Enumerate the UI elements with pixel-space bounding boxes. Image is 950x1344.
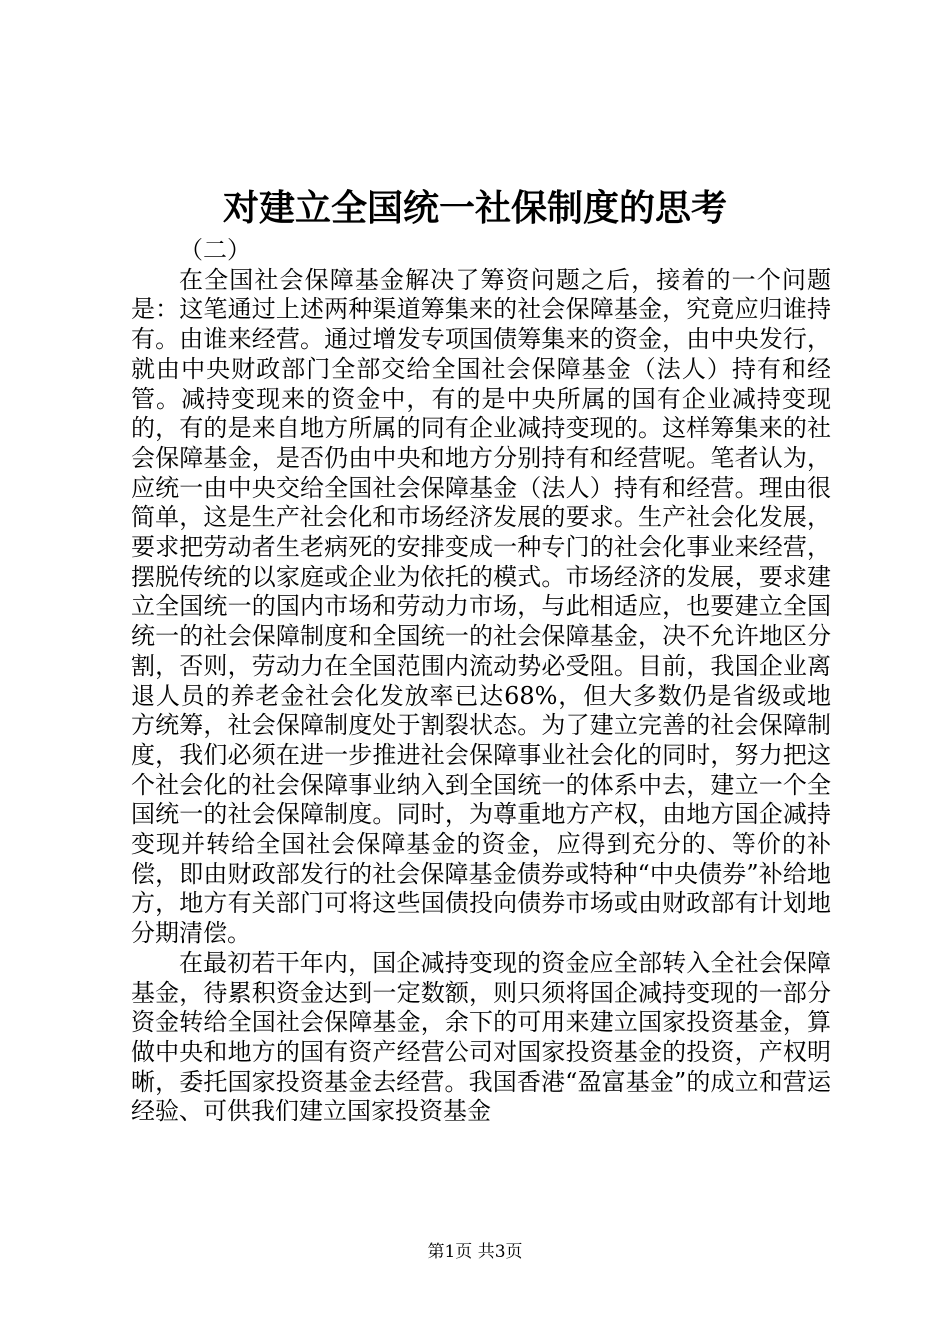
section-subtitle: （二）: [179, 236, 251, 264]
document-title: 对建立全国统一社保制度的思考: [222, 187, 727, 229]
page-footer: 第1页 共3页: [427, 1242, 523, 1262]
paragraph-1: 在全国社会保障基金解决了筹资问题之后，接着的一个问题是：这笔通过上述两种渠道筹集来的社会保障基金，究竟应归谁持有。由谁来经营。通过增发专项国债筹集来的资金，由中央发行，就由中央财政部门全部交给全国社会保障基金（法人）持有和经管。减持变现来的资金中，有的是中央所属的国有企业减持变现的，有的是来自地方所属的同有企业减持变现的。这样筹集来的社会保障基金，是否仍由中央和地方分别持有和经营呢。笔者认为，应统一由中央交给全国社会保障基金（法人）持有和经营。理由很简单，这是生产社会化和市场经济发展的要求。生产社会化发展，要求把劳动者生老病死的安排变成一种专门的社会化事业来经营，摆脱传统的以家庭或企业为依托的模式。市场经济的发展，要求建立全国统一的国内市场和劳动力市场，与此相适应，也要建立全国统一的社会保障制度和全国统一的社会保障基金，决不允许地区分割，否则，劳动力在全国范围内流动势必受阻。目前，我国企业离退人员的养老金社会化发放率已达68%，但大多数仍是省级或地方统筹，社会保障制度处于割裂状态。为了建立完善的社会保障制度，我们必须在进一步推进社会保障事业社会化的同时，努力把这个社会化的社会保障事业纳入到全国统一的体系中去，建立一个全国统一的社会保障制度。同时，为尊重地方产权，由地方国企减持变现并转给全国社会保障基金的资金，应得到充分的、等价的补偿，即由财政部发行的社会保障基金债券或特种“中央债券”补给地方，地方有关部门可将这些国债投向债券市场或由财政部有计划地分期清偿。: [131, 265, 831, 948]
document-body: [131, 236, 831, 1127]
paragraph-2: 在最初若干年内，国企减持变现的资金应全部转入全社会保障基金，待累积资金达到一定数额，则只须将国企减持变现的一部分资金转给全国社会保障基金，余下的可用来建立国家投资基金，算做中央和地方的国有资产经营公司对国家投资基金的投资，产权明晰，委托国家投资基金去经营。我国香港“盈富基金”的成立和营运经验、可供我们建立国家投资基金: [131, 948, 831, 1126]
